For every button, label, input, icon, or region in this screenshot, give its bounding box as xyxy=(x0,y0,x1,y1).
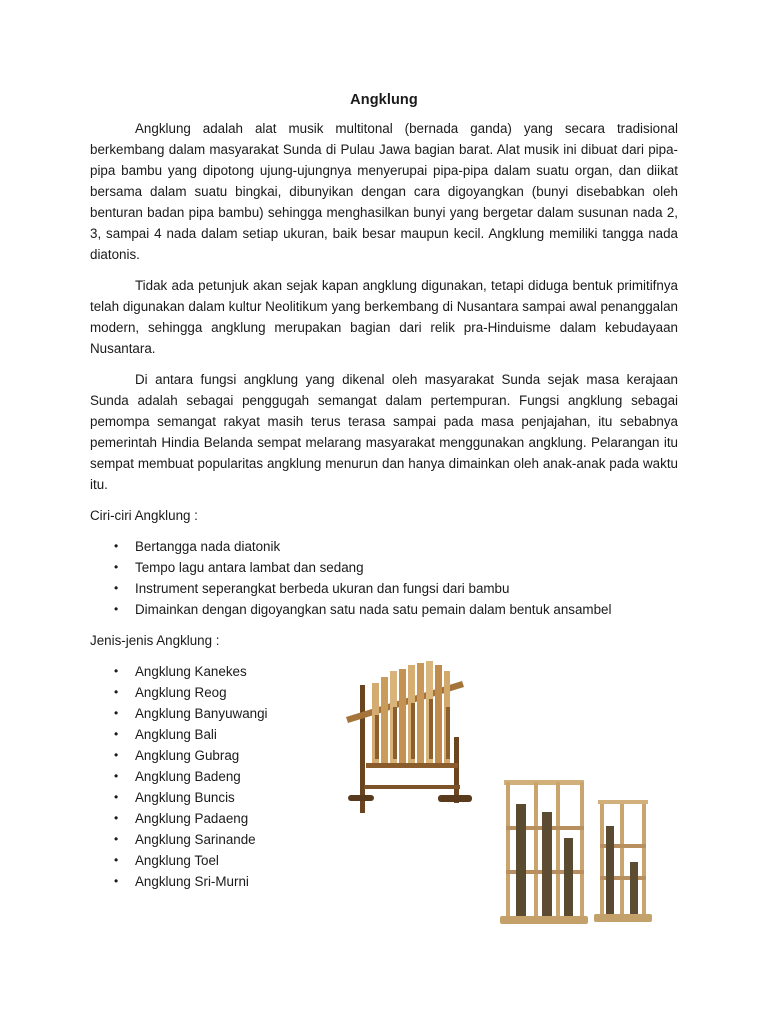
angklung-set-image xyxy=(342,655,478,815)
bullet-icon: • xyxy=(114,832,119,846)
ciri-label: Ciri-ciri Angklung : xyxy=(90,508,198,523)
list-item: • Instrument seperangkat berbeda ukuran dan fungsi dari bambu xyxy=(90,578,678,599)
ciri-list xyxy=(90,536,678,620)
bullet-icon: • xyxy=(114,602,119,616)
list-item: • Angklung Buncis xyxy=(90,787,678,808)
list-item: • Bertangga nada diatonik xyxy=(90,536,678,557)
list-item: • Angklung Sarinande xyxy=(90,829,678,850)
list-item: • Tempo lagu antara lambat dan sedang xyxy=(90,557,678,578)
list-item: • Angklung Gubrag xyxy=(90,745,678,766)
list-item: • Angklung Padaeng xyxy=(90,808,678,829)
list-item: • Angklung Badeng xyxy=(90,766,678,787)
list-item: • Angklung Kanekes xyxy=(90,661,678,682)
paragraph-history: Tidak ada petunjuk akan sejak kapan angklung digunakan, tetapi diduga bentuk primitifnya telah digunakan dalam kultur Neolitikum yang berkembang di Nusantara sampai awal penanggalan modern, sehingga angklung merupakan bagian dari relik pra-Hinduisme dalam kebudayaan Nusantara. xyxy=(90,278,678,356)
bullet-icon: • xyxy=(114,664,119,678)
bullet-icon: • xyxy=(114,811,119,825)
bullet-icon: • xyxy=(114,539,119,553)
bullet-icon: • xyxy=(114,874,119,888)
paragraph-intro: Angklung adalah alat musik multitonal (bernada ganda) yang secara tradisional berkembang dalam masyarakat Sunda di Pulau Jawa bagian barat. Alat musik ini dibuat dari pipa-pipa bambu yang dipotong ujung-ujungnya menyerupai pipa-pipa dalam suatu organ, dan diikat bersama dalam suatu bingkai, dibunyikan dengan cara digoyangkan (bunyi disebabkan oleh benturan badan pipa bambu) sehingga menghasilkan bunyi yang bergetar dalam susunan nada 2, 3, sampai 4 nada dalam setiap ukuran, baik besar maupun kecil. Angklung memiliki tangga nada diatonis. xyxy=(90,121,678,262)
angklung-large-frame xyxy=(500,780,588,924)
list-item: • Angklung Toel xyxy=(90,850,678,871)
bullet-icon: • xyxy=(114,581,119,595)
bullet-icon: • xyxy=(114,769,119,783)
bullet-icon: • xyxy=(114,706,119,720)
list-item: • Angklung Banyuwangi xyxy=(90,703,678,724)
jenis-label: Jenis-jenis Angklung : xyxy=(90,633,220,648)
bullet-icon: • xyxy=(114,727,119,741)
bullet-icon: • xyxy=(114,853,119,867)
bullet-icon: • xyxy=(114,685,119,699)
bullet-icon: • xyxy=(114,560,119,574)
list-item: • Angklung Sri-Murni xyxy=(90,871,678,892)
paragraph-function: Di antara fungsi angklung yang dikenal oleh masyarakat Sunda sejak masa kerajaan Sunda adalah sebagai penggugah semangat dalam pertempuran. Fungsi angklung sebagai pemompa semangat rakyat masih terus terasa sampai pada masa penjajahan, itu sebabnya pemerintah Hindia Belanda sempat melarang masyarakat menggunakan angklung. Pelarangan itu sempat membuat popularitas angklung menurun dan hanya dimainkan oleh anak-anak pada waktu itu. xyxy=(90,372,678,492)
angklung-pair-image xyxy=(482,768,668,932)
angklung-small-frame xyxy=(594,800,652,922)
bullet-icon: • xyxy=(114,748,119,762)
document-title: Angklung xyxy=(350,92,418,108)
list-item: • Dimainkan dengan digoyangkan satu nada satu pemain dalam bentuk ansambel xyxy=(90,599,678,620)
list-item: • Angklung Bali xyxy=(90,724,678,745)
list-item: • Angklung Reog xyxy=(90,682,678,703)
bullet-icon: • xyxy=(114,790,119,804)
